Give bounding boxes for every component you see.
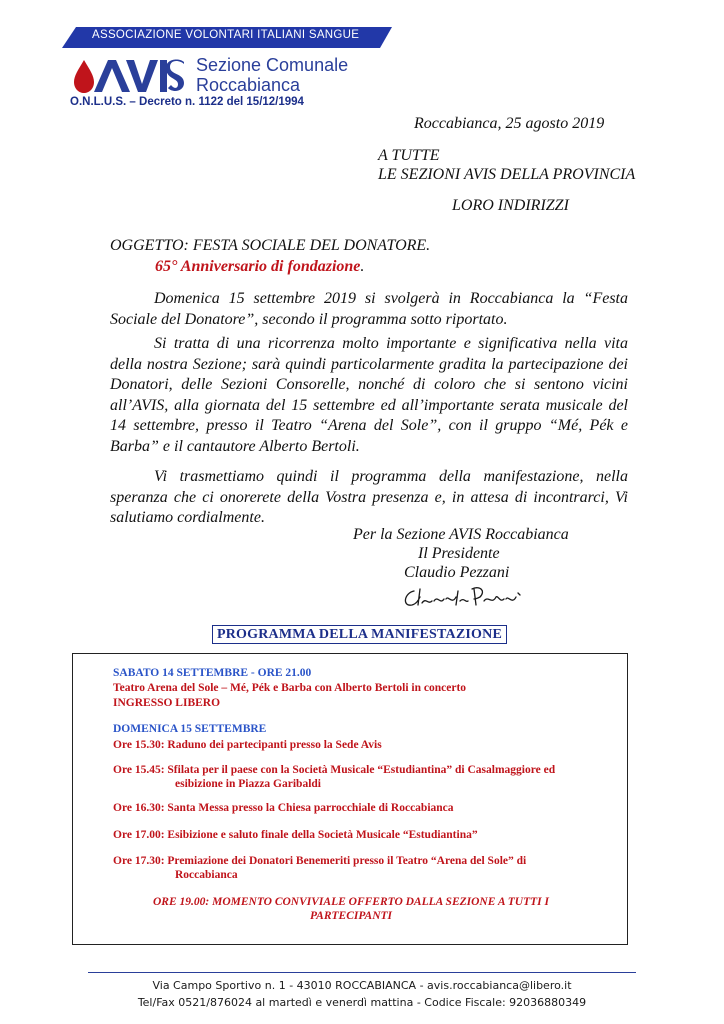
association-banner (62, 27, 392, 48)
paragraph-3: Vi trasmettiamo quindi il programma della manifestazione, nella speranza che ci onorerete della Vostra presenza e, in attesa di incontrarci, Vi salutiamo cordialmente. (110, 468, 628, 526)
paragraph-1: Domenica 15 settembre 2019 si svolgerà in Roccabianca la “Festa Sociale del Donatore”, secondo il programma sotto riportato. (110, 290, 628, 328)
section-name-line2: Roccabianca (196, 75, 301, 95)
paragraph-2: Si tratta di una ricorrenza molto importante e significativa nella vita della nostra Sezione; sarà quindi particolarmente gradita la partecipazione dei Donatori, delle Sezioni Consorelle, nonché di coloro che si sentono vicini all’AVIS, alla giornata del 15 settembre ed all’importante serata musicale del 14 settembre, presso il Teatro “Arena del Sole”, con il gruppo “Mé, Pék e Barba” e il cantautore Alberto Bertoli. (110, 335, 628, 455)
saturday-line1: Teatro Arena del Sole – Mé, Pék e Barba con Alberto Bertoli in concerto (113, 682, 467, 694)
saturday-heading: SABATO 14 SETTEMBRE - ORE 21.00 (113, 667, 312, 679)
footer-contacts: Tel/Fax 0521/876024 al martedì e venerdì mattina - Codice Fiscale: 92036880349 (137, 996, 587, 1009)
anniversary-period: . (360, 258, 365, 275)
signature-line3: Claudio Pezzani (404, 564, 510, 581)
handwritten-signature (400, 583, 530, 613)
program-title: PROGRAMMA DELLA MANIFESTAZIONE (212, 625, 507, 644)
sunday-heading: DOMENICA 15 SETTEMBRE (113, 723, 267, 735)
subject-line: OGGETTO: FESTA SOCIALE DEL DONATORE. (110, 237, 431, 254)
closing-line2: PARTECIPANTI (310, 910, 392, 922)
signature-line1: Per la Sezione AVIS Roccabianca (353, 526, 569, 543)
addressee-line3: LORO INDIRIZZI (452, 197, 569, 214)
addressee-line2: LE SEZIONI AVIS DELLA PROVINCIA (378, 166, 636, 183)
program-item: Ore 17.30: Premiazione dei Donatori Benemeriti presso il Teatro “Arena del Sole” di (113, 855, 527, 867)
program-box (72, 653, 628, 945)
section-name (196, 55, 348, 95)
banner-text: ASSOCIAZIONE VOLONTARI ITALIANI SANGUE (92, 29, 360, 41)
letter-date: Roccabianca, 25 agosto 2019 (414, 115, 605, 132)
saturday-line2: INGRESSO LIBERO (113, 697, 221, 709)
program-item: Ore 17.00: Esibizione e saluto finale della Società Musicale “Estudiantina” (113, 829, 478, 841)
anniversary-line (155, 257, 364, 277)
signature-line2: Il Presidente (418, 545, 500, 562)
program-item: Ore 16.30: Santa Messa presso la Chiesa parrocchiale di Roccabianca (113, 802, 454, 814)
closing-line1: ORE 19.00: MOMENTO CONVIVIALE OFFERTO DALLA SEZIONE A TUTTI I (153, 896, 549, 908)
program-item-continuation: esibizione in Piazza Garibaldi (175, 778, 321, 790)
footer-address: Via Campo Sportivo n. 1 - 43010 ROCCABIANCA - avis.roccabianca@libero.it (152, 979, 572, 992)
section-name-line1: Sezione Comunale (196, 55, 349, 75)
avis-logo (70, 58, 185, 94)
program-item: Ore 15.30: Raduno dei partecipanti presso la Sede Avis (113, 739, 382, 751)
program-item-continuation: Roccabianca (175, 869, 238, 881)
anniversary-text: 65° Anniversario di fondazione (155, 258, 361, 275)
addressee-line1: A TUTTE (378, 147, 440, 164)
program-item: Ore 15.45: Sfilata per il paese con la Società Musicale “Estudiantina” di Casalmaggiore ed (113, 764, 556, 776)
onlus-decree: O.N.L.U.S. – Decreto n. 1122 del 15/12/1994 (70, 96, 304, 108)
footer-divider (88, 972, 636, 973)
